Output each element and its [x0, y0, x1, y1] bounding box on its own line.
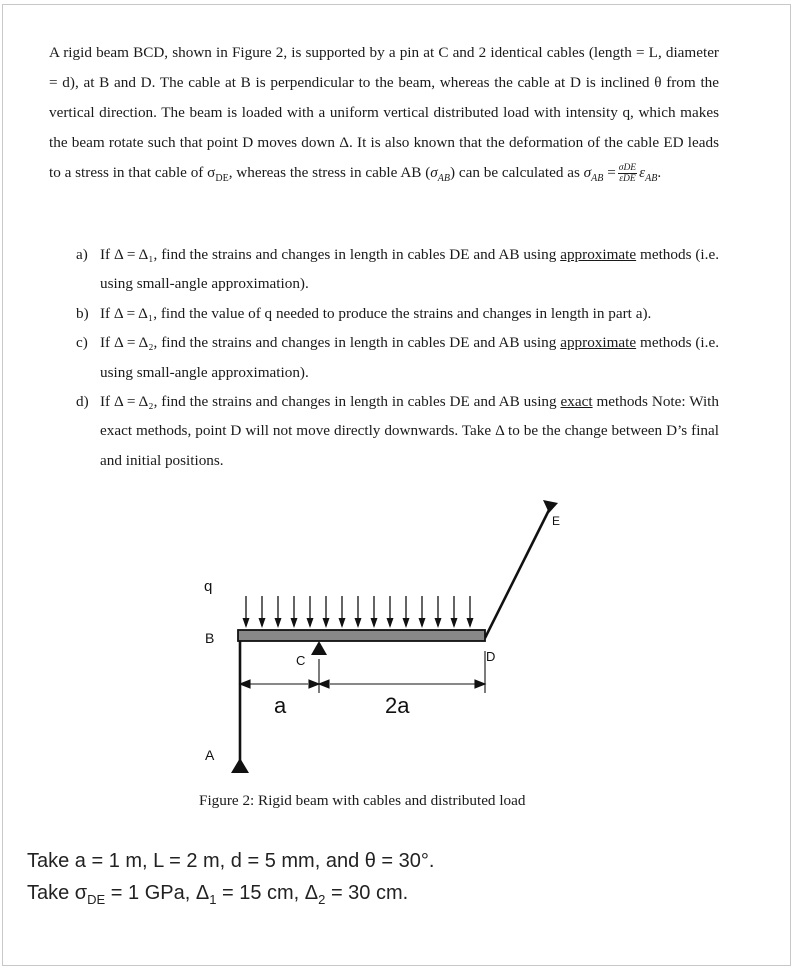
sigma-de-subscript: DE — [215, 173, 229, 185]
label-d: D — [486, 649, 496, 664]
question-label: a) — [76, 246, 88, 263]
dimension-a: a — [274, 693, 287, 718]
distributed-load-arrows — [243, 596, 474, 628]
label-c: C — [296, 653, 306, 668]
fraction-numerator: σDE — [618, 163, 637, 174]
sigma-ab-symbol: σ — [430, 164, 438, 181]
question-label: d) — [76, 393, 89, 411]
intro-text-mid2: ) can be calculated as — [450, 164, 584, 181]
question-text-end: methods (i.e. using small-angle approximation). — [100, 246, 719, 293]
intro-end: . — [657, 164, 662, 181]
label-a-support: A — [205, 747, 215, 763]
anchor-e-symbol — [543, 500, 558, 513]
given-line-1: Take a = 1 m, L = 2 m, d = 5 mm, and θ = 30°. — [27, 850, 435, 872]
sigma-ab-subscript: AB — [437, 173, 451, 185]
cable-ed — [485, 510, 549, 638]
pin-c-support — [311, 641, 327, 655]
rigid-beam — [238, 630, 485, 641]
underlined-term: exact — [560, 393, 593, 411]
dimension-lines — [240, 651, 485, 693]
intro-text-mid: , whereas the stress in cable AB ( — [228, 164, 431, 181]
question-text: If Δ = Δ₂, find the strains and changes in length in cables DE and AB using — [100, 334, 561, 352]
question-text: If Δ = Δ₂, find the strains and changes in length in cables DE and AB using — [100, 393, 561, 411]
pin-a-support — [231, 758, 249, 773]
given-line-2: Take $\sigma_{DE} = 1$ GPa, $\Delta_1 = 15$ cm, $\Delta_2 = 30$ cm. — [27, 882, 409, 907]
figure-caption: Figure 2: Rigid beam with cables and distributed load — [199, 792, 526, 809]
label-b: B — [205, 630, 215, 646]
question-text-end: methods Note: With exact methods, point D will not move directly downwards. Take Δ to be the change between D’s final and initial positions. — [100, 393, 719, 469]
question-text-end: methods (i.e. using small-angle approximation). — [100, 334, 719, 381]
label-q: q — [204, 578, 213, 595]
question-text: If Δ = Δ₁, find the value of q needed to produce the strains and changes in length in part a). — [100, 304, 652, 322]
label-e: E — [552, 514, 561, 528]
question-text: If Δ = Δ₁, find the strains and changes in length in cables DE and AB using — [100, 246, 561, 263]
question-label: c) — [76, 334, 88, 352]
problem-statement: A rigid beam BCD, shown in Figure 2, is supported by a pin at C and 2 identical cables (length = L, diameter = d), at B and D. The cable at B is perpendicular to the beam, whereas the cable at D is inclined θ from the vertical direction. The beam is loaded with a uniform vertical distributed load with intensity q, which makes the beam rotate such that point D moves down Δ. It is also known that the deformation of the cable ED leads to a stress in that cable of $\sigma_{DE}$, whereas the stress in cable AB $(\sigma_{AB})$ can be calculated as $\sigma_{AB}$ = $\frac{\text{σDE}}{\text{εDE}}$ $\varepsilon_{AB}$. — [49, 44, 719, 185]
fraction-denominator: εDE — [619, 174, 636, 185]
dimension-2a: 2a — [385, 693, 410, 718]
question-label: b) — [76, 304, 89, 322]
eps-ab-symbol: ε — [639, 164, 646, 181]
underlined-term: approximate — [560, 246, 637, 263]
given-values — [27, 845, 434, 916]
underlined-term: approximate — [560, 334, 637, 352]
intro-text: A rigid beam BCD, shown in Figure 2, is supported by a pin at C and 2 identical cables (length = L, diameter = d), at B and D. The cable at B is perpendicular to the beam, whereas the cable at D is inclined θ from the vertical direction. The beam is loaded with a uniform vertical distributed load with intensity q, which makes the beam rotate such that point D moves down Δ. It is also known that the deformation of the cable ED leads to a stress in that cable of σ — [49, 44, 719, 181]
